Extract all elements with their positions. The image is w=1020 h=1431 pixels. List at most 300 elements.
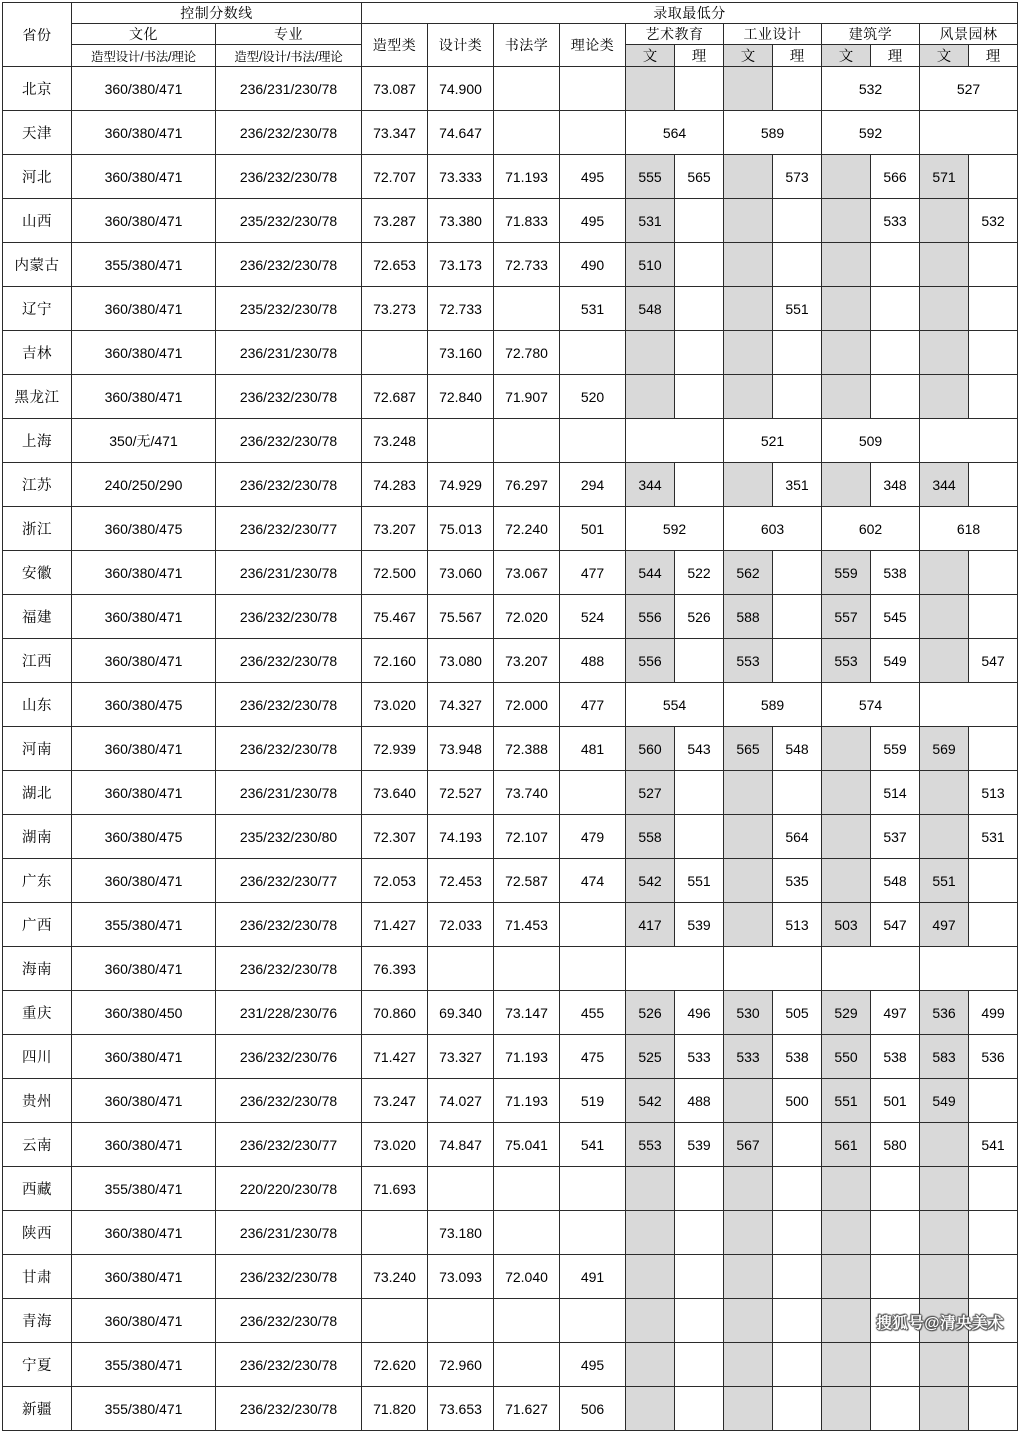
cell-lilun: 475 bbox=[560, 1035, 626, 1079]
cell-major-line: 236/232/230/78 bbox=[216, 463, 362, 507]
cell-major-line: 236/232/230/78 bbox=[216, 903, 362, 947]
cell-gongyesheji-wen bbox=[724, 199, 773, 243]
cell-gongyesheji-merged: 521 bbox=[724, 419, 822, 463]
cell-fengjingyuanlin-wen: 344 bbox=[920, 463, 969, 507]
cell-shufa: 71.193 bbox=[494, 1035, 560, 1079]
cell-jianzhuxue-li: 533 bbox=[871, 199, 920, 243]
header-row-top bbox=[3, 3, 1018, 24]
cell-shufa bbox=[494, 1211, 560, 1255]
cell-jianzhuxue-li bbox=[871, 1343, 920, 1387]
cell-gongyesheji-li bbox=[773, 243, 822, 287]
table-row bbox=[3, 331, 1018, 375]
cell-gongyesheji-li bbox=[773, 551, 822, 595]
cell-lilun: 488 bbox=[560, 639, 626, 683]
cell-yishujiaoyu-wen bbox=[626, 1255, 675, 1299]
cell-zaoxing bbox=[362, 331, 428, 375]
cell-yishujiaoyu-wen: 542 bbox=[626, 859, 675, 903]
cell-major-line: 236/232/230/78 bbox=[216, 1079, 362, 1123]
cell-yishujiaoyu-wen: 527 bbox=[626, 771, 675, 815]
table-row bbox=[3, 1211, 1018, 1255]
cell-gongyesheji-li bbox=[773, 375, 822, 419]
row-province: 西藏 bbox=[3, 1167, 72, 1211]
cell-major-line: 236/232/230/78 bbox=[216, 111, 362, 155]
cell-gongyesheji-wen bbox=[724, 1343, 773, 1387]
cell-yishujiaoyu-li bbox=[675, 1343, 724, 1387]
header-row-mid bbox=[3, 24, 1018, 45]
cell-gongyesheji-li bbox=[773, 595, 822, 639]
cell-major-line: 236/232/230/76 bbox=[216, 1035, 362, 1079]
cell-major-line: 236/232/230/78 bbox=[216, 947, 362, 991]
cell-shufa: 72.107 bbox=[494, 815, 560, 859]
cell-yishujiaoyu-wen: 556 bbox=[626, 639, 675, 683]
cell-jianzhuxue-wen bbox=[822, 727, 871, 771]
cell-fengjingyuanlin-wen bbox=[920, 1299, 969, 1343]
cell-major-line: 236/232/230/77 bbox=[216, 507, 362, 551]
cell-major-line: 236/232/230/78 bbox=[216, 1255, 362, 1299]
cell-jianzhuxue-merged: 532 bbox=[822, 67, 920, 111]
cell-zaoxing: 70.860 bbox=[362, 991, 428, 1035]
cell-jianzhuxue-li: 545 bbox=[871, 595, 920, 639]
cell-jianzhuxue-li: 548 bbox=[871, 859, 920, 903]
cell-gongyesheji-wen bbox=[724, 287, 773, 331]
cell-jianzhuxue-merged: 592 bbox=[822, 111, 920, 155]
cell-yishujiaoyu-li: 526 bbox=[675, 595, 724, 639]
cell-culture-line: 360/380/475 bbox=[72, 683, 216, 727]
cell-fengjingyuanlin-wen: 549 bbox=[920, 1079, 969, 1123]
cell-shufa bbox=[494, 111, 560, 155]
cell-major-line: 236/232/230/78 bbox=[216, 595, 362, 639]
row-province: 甘肃 bbox=[3, 1255, 72, 1299]
cell-shufa: 75.041 bbox=[494, 1123, 560, 1167]
cell-fengjingyuanlin-li: 541 bbox=[969, 1123, 1018, 1167]
cell-zaoxing: 73.087 bbox=[362, 67, 428, 111]
cell-shufa: 73.067 bbox=[494, 551, 560, 595]
cell-lilun bbox=[560, 1211, 626, 1255]
cell-culture-line: 355/380/471 bbox=[72, 1167, 216, 1211]
cell-jianzhuxue-wen bbox=[822, 1255, 871, 1299]
cell-sheji: 75.013 bbox=[428, 507, 494, 551]
cell-gongyesheji-wen bbox=[724, 1211, 773, 1255]
cell-jianzhuxue-li: 547 bbox=[871, 903, 920, 947]
cell-culture-line: 355/380/471 bbox=[72, 1387, 216, 1431]
cell-major-line: 235/232/230/80 bbox=[216, 815, 362, 859]
row-province: 上海 bbox=[3, 419, 72, 463]
cell-yishujiaoyu-wen bbox=[626, 1343, 675, 1387]
cell-fengjingyuanlin-wen bbox=[920, 1343, 969, 1387]
cell-major-line: 236/231/230/78 bbox=[216, 331, 362, 375]
cell-jianzhuxue-li: 348 bbox=[871, 463, 920, 507]
cell-yishujiaoyu-wen bbox=[626, 1211, 675, 1255]
table-row bbox=[3, 463, 1018, 507]
table-row bbox=[3, 507, 1018, 551]
cell-jianzhuxue-wen: 529 bbox=[822, 991, 871, 1035]
cell-sheji: 75.567 bbox=[428, 595, 494, 639]
cell-yishujiaoyu-wen bbox=[626, 1299, 675, 1343]
cell-fengjingyuanlin-wen bbox=[920, 1255, 969, 1299]
cell-zaoxing: 73.247 bbox=[362, 1079, 428, 1123]
cell-sheji: 72.960 bbox=[428, 1343, 494, 1387]
cell-fengjingyuanlin-li bbox=[969, 1079, 1018, 1123]
cell-yishujiaoyu-wen: 525 bbox=[626, 1035, 675, 1079]
cell-gongyesheji-merged bbox=[724, 947, 822, 991]
cell-jianzhuxue-wen bbox=[822, 287, 871, 331]
header-fengjingyuanlin-wen: 文 bbox=[920, 45, 969, 67]
cell-fengjingyuanlin-li bbox=[969, 155, 1018, 199]
cell-zaoxing: 76.393 bbox=[362, 947, 428, 991]
cell-lilun bbox=[560, 947, 626, 991]
table-row bbox=[3, 595, 1018, 639]
cell-yishujiaoyu-li bbox=[675, 243, 724, 287]
cell-culture-line: 360/380/471 bbox=[72, 1299, 216, 1343]
table-row bbox=[3, 991, 1018, 1035]
table-row bbox=[3, 67, 1018, 111]
table-row bbox=[3, 419, 1018, 463]
row-province: 吉林 bbox=[3, 331, 72, 375]
cell-fengjingyuanlin-li bbox=[969, 595, 1018, 639]
cell-gongyesheji-wen bbox=[724, 1079, 773, 1123]
cell-sheji: 73.093 bbox=[428, 1255, 494, 1299]
header-group-jianzhuxue: 建筑学 bbox=[822, 24, 920, 45]
cell-culture-line: 360/380/471 bbox=[72, 199, 216, 243]
cell-zaoxing: 72.687 bbox=[362, 375, 428, 419]
cell-jianzhuxue-wen bbox=[822, 331, 871, 375]
row-province: 青海 bbox=[3, 1299, 72, 1343]
cell-gongyesheji-li bbox=[773, 1299, 822, 1343]
cell-lilun bbox=[560, 903, 626, 947]
table-row bbox=[3, 1299, 1018, 1343]
cell-sheji: 73.333 bbox=[428, 155, 494, 199]
cell-zaoxing: 74.283 bbox=[362, 463, 428, 507]
cell-culture-line: 360/380/471 bbox=[72, 111, 216, 155]
cell-gongyesheji-li: 548 bbox=[773, 727, 822, 771]
cell-shufa bbox=[494, 1167, 560, 1211]
cell-jianzhuxue-wen: 550 bbox=[822, 1035, 871, 1079]
cell-jianzhuxue-wen bbox=[822, 771, 871, 815]
cell-zaoxing: 72.500 bbox=[362, 551, 428, 595]
cell-sheji bbox=[428, 1167, 494, 1211]
cell-yishujiaoyu-li: 488 bbox=[675, 1079, 724, 1123]
cell-gongyesheji-li bbox=[773, 67, 822, 111]
cell-major-line: 231/228/230/76 bbox=[216, 991, 362, 1035]
cell-jianzhuxue-merged: 602 bbox=[822, 507, 920, 551]
cell-yishujiaoyu-merged: 592 bbox=[626, 507, 724, 551]
cell-gongyesheji-li: 505 bbox=[773, 991, 822, 1035]
cell-fengjingyuanlin-li bbox=[969, 287, 1018, 331]
cell-fengjingyuanlin-merged: 618 bbox=[920, 507, 1018, 551]
cell-fengjingyuanlin-wen: 569 bbox=[920, 727, 969, 771]
cell-jianzhuxue-li: 559 bbox=[871, 727, 920, 771]
cell-yishujiaoyu-li bbox=[675, 1211, 724, 1255]
cell-gongyesheji-wen bbox=[724, 1167, 773, 1211]
cell-lilun: 541 bbox=[560, 1123, 626, 1167]
cell-fengjingyuanlin-li bbox=[969, 551, 1018, 595]
cell-gongyesheji-wen bbox=[724, 375, 773, 419]
cell-yishujiaoyu-li bbox=[675, 1387, 724, 1431]
cell-jianzhuxue-li: 580 bbox=[871, 1123, 920, 1167]
cell-fengjingyuanlin-merged bbox=[920, 111, 1018, 155]
cell-jianzhuxue-wen bbox=[822, 1299, 871, 1343]
cell-major-line: 236/232/230/78 bbox=[216, 727, 362, 771]
cell-zaoxing: 73.240 bbox=[362, 1255, 428, 1299]
cell-fengjingyuanlin-merged: 527 bbox=[920, 67, 1018, 111]
cell-major-line: 236/232/230/78 bbox=[216, 639, 362, 683]
table-row bbox=[3, 287, 1018, 331]
cell-sheji: 74.193 bbox=[428, 815, 494, 859]
row-province: 广东 bbox=[3, 859, 72, 903]
cell-gongyesheji-li: 538 bbox=[773, 1035, 822, 1079]
cell-fengjingyuanlin-li bbox=[969, 243, 1018, 287]
cell-culture-line: 360/380/471 bbox=[72, 1255, 216, 1299]
cell-sheji: 72.733 bbox=[428, 287, 494, 331]
header-col-shufa: 书法学 bbox=[494, 24, 560, 67]
cell-lilun: 524 bbox=[560, 595, 626, 639]
cell-gongyesheji-wen bbox=[724, 1255, 773, 1299]
table-row bbox=[3, 859, 1018, 903]
cell-major-line: 236/232/230/78 bbox=[216, 375, 362, 419]
cell-fengjingyuanlin-li bbox=[969, 463, 1018, 507]
watermark: 搜狐号@清央美术 bbox=[876, 1315, 1004, 1332]
cell-fengjingyuanlin-wen bbox=[920, 815, 969, 859]
cell-culture-line: 360/380/471 bbox=[72, 1079, 216, 1123]
cell-gongyesheji-wen: 567 bbox=[724, 1123, 773, 1167]
cell-fengjingyuanlin-wen bbox=[920, 199, 969, 243]
row-province: 海南 bbox=[3, 947, 72, 991]
cell-lilun: 477 bbox=[560, 551, 626, 595]
cell-yishujiaoyu-li: 522 bbox=[675, 551, 724, 595]
cell-culture-line: 360/380/471 bbox=[72, 551, 216, 595]
cell-gongyesheji-wen bbox=[724, 243, 773, 287]
cell-sheji: 73.060 bbox=[428, 551, 494, 595]
cell-jianzhuxue-wen bbox=[822, 1167, 871, 1211]
row-province: 贵州 bbox=[3, 1079, 72, 1123]
cell-major-line: 236/231/230/78 bbox=[216, 771, 362, 815]
cell-sheji: 73.160 bbox=[428, 331, 494, 375]
cell-fengjingyuanlin-li bbox=[969, 375, 1018, 419]
cell-culture-line: 360/380/471 bbox=[72, 287, 216, 331]
cell-lilun: 455 bbox=[560, 991, 626, 1035]
cell-culture-line: 360/380/471 bbox=[72, 859, 216, 903]
cell-zaoxing: 75.467 bbox=[362, 595, 428, 639]
cell-yishujiaoyu-wen: 553 bbox=[626, 1123, 675, 1167]
row-province: 天津 bbox=[3, 111, 72, 155]
cell-zaoxing: 72.620 bbox=[362, 1343, 428, 1387]
cell-shufa bbox=[494, 287, 560, 331]
table-row bbox=[3, 199, 1018, 243]
cell-lilun: 519 bbox=[560, 1079, 626, 1123]
cell-gongyesheji-wen bbox=[724, 859, 773, 903]
cell-yishujiaoyu-merged: 564 bbox=[626, 111, 724, 155]
row-province: 山西 bbox=[3, 199, 72, 243]
cell-jianzhuxue-wen bbox=[822, 375, 871, 419]
header-group-yishujiaoyu: 艺术教育 bbox=[626, 24, 724, 45]
cell-zaoxing: 72.160 bbox=[362, 639, 428, 683]
cell-jianzhuxue-li bbox=[871, 1255, 920, 1299]
cell-fengjingyuanlin-li bbox=[969, 1343, 1018, 1387]
cell-lilun bbox=[560, 67, 626, 111]
header-group-fengjingyuanlin: 风景园林 bbox=[920, 24, 1018, 45]
cell-major-line: 220/220/230/78 bbox=[216, 1167, 362, 1211]
cell-jianzhuxue-li bbox=[871, 331, 920, 375]
cell-culture-line: 360/380/471 bbox=[72, 1211, 216, 1255]
table-row bbox=[3, 1035, 1018, 1079]
cell-jianzhuxue-li bbox=[871, 1387, 920, 1431]
cell-gongyesheji-wen bbox=[724, 67, 773, 111]
header-culture: 文化 bbox=[72, 24, 216, 45]
cell-shufa: 71.193 bbox=[494, 1079, 560, 1123]
cell-sheji: 74.929 bbox=[428, 463, 494, 507]
cell-sheji: 73.180 bbox=[428, 1211, 494, 1255]
cell-yishujiaoyu-wen: 510 bbox=[626, 243, 675, 287]
cell-shufa: 72.388 bbox=[494, 727, 560, 771]
cell-fengjingyuanlin-li bbox=[969, 1299, 1018, 1343]
cell-yishujiaoyu-wen: 560 bbox=[626, 727, 675, 771]
cell-jianzhuxue-li bbox=[871, 1211, 920, 1255]
cell-major-line: 236/232/230/78 bbox=[216, 1387, 362, 1431]
cell-lilun bbox=[560, 1167, 626, 1211]
cell-gongyesheji-wen bbox=[724, 1387, 773, 1431]
row-province: 湖南 bbox=[3, 815, 72, 859]
cell-fengjingyuanlin-wen bbox=[920, 1387, 969, 1431]
cell-yishujiaoyu-li bbox=[675, 287, 724, 331]
row-province: 福建 bbox=[3, 595, 72, 639]
cell-culture-line: 360/380/471 bbox=[72, 771, 216, 815]
cell-gongyesheji-li bbox=[773, 199, 822, 243]
cell-zaoxing: 73.347 bbox=[362, 111, 428, 155]
cell-major-line: 236/231/230/78 bbox=[216, 67, 362, 111]
header-admit-min: 录取最低分 bbox=[362, 3, 1018, 24]
cell-gongyesheji-li: 564 bbox=[773, 815, 822, 859]
cell-gongyesheji-merged: 589 bbox=[724, 683, 822, 727]
cell-gongyesheji-li: 513 bbox=[773, 903, 822, 947]
cell-culture-line: 360/380/475 bbox=[72, 507, 216, 551]
cell-sheji: 73.080 bbox=[428, 639, 494, 683]
cell-lilun bbox=[560, 331, 626, 375]
cell-zaoxing: 72.307 bbox=[362, 815, 428, 859]
cell-yishujiaoyu-wen: 556 bbox=[626, 595, 675, 639]
cell-yishujiaoyu-wen: 558 bbox=[626, 815, 675, 859]
cell-fengjingyuanlin-wen: 536 bbox=[920, 991, 969, 1035]
cell-jianzhuxue-li: 497 bbox=[871, 991, 920, 1035]
table-body bbox=[3, 67, 1018, 1431]
cell-jianzhuxue-li: 549 bbox=[871, 639, 920, 683]
cell-lilun: 294 bbox=[560, 463, 626, 507]
cell-fengjingyuanlin-wen bbox=[920, 771, 969, 815]
cell-fengjingyuanlin-li bbox=[969, 1167, 1018, 1211]
cell-zaoxing: 71.820 bbox=[362, 1387, 428, 1431]
row-province: 河北 bbox=[3, 155, 72, 199]
cell-yishujiaoyu-li bbox=[675, 815, 724, 859]
cell-jianzhuxue-li bbox=[871, 375, 920, 419]
cell-yishujiaoyu-li bbox=[675, 67, 724, 111]
cell-lilun: 474 bbox=[560, 859, 626, 903]
cell-lilun: 490 bbox=[560, 243, 626, 287]
cell-major-line: 236/232/230/77 bbox=[216, 1123, 362, 1167]
table-header bbox=[3, 3, 1018, 67]
header-province: 省份 bbox=[3, 3, 72, 67]
cell-sheji: 72.527 bbox=[428, 771, 494, 815]
cell-gongyesheji-li: 535 bbox=[773, 859, 822, 903]
cell-gongyesheji-li bbox=[773, 1123, 822, 1167]
cell-major-line: 235/232/230/78 bbox=[216, 199, 362, 243]
row-province: 新疆 bbox=[3, 1387, 72, 1431]
cell-shufa bbox=[494, 67, 560, 111]
cell-jianzhuxue-wen: 557 bbox=[822, 595, 871, 639]
cell-fengjingyuanlin-wen: 551 bbox=[920, 859, 969, 903]
row-province: 宁夏 bbox=[3, 1343, 72, 1387]
header-gongyesheji-li: 理 bbox=[773, 45, 822, 67]
cell-culture-line: 360/380/471 bbox=[72, 947, 216, 991]
cell-gongyesheji-wen bbox=[724, 155, 773, 199]
cell-culture-line: 360/380/471 bbox=[72, 1123, 216, 1167]
cell-gongyesheji-wen bbox=[724, 1299, 773, 1343]
cell-fengjingyuanlin-wen: 497 bbox=[920, 903, 969, 947]
cell-yishujiaoyu-li: 551 bbox=[675, 859, 724, 903]
cell-yishujiaoyu-wen bbox=[626, 1387, 675, 1431]
row-province: 江苏 bbox=[3, 463, 72, 507]
cell-zaoxing: 71.693 bbox=[362, 1167, 428, 1211]
table-row bbox=[3, 1167, 1018, 1211]
cell-jianzhuxue-li: 538 bbox=[871, 1035, 920, 1079]
cell-fengjingyuanlin-li: 536 bbox=[969, 1035, 1018, 1079]
cell-fengjingyuanlin-wen bbox=[920, 551, 969, 595]
cell-shufa: 72.780 bbox=[494, 331, 560, 375]
cell-lilun: 506 bbox=[560, 1387, 626, 1431]
cell-gongyesheji-li: 573 bbox=[773, 155, 822, 199]
cell-jianzhuxue-wen: 559 bbox=[822, 551, 871, 595]
cell-fengjingyuanlin-li: 532 bbox=[969, 199, 1018, 243]
cell-lilun: 520 bbox=[560, 375, 626, 419]
cell-fengjingyuanlin-li: 513 bbox=[969, 771, 1018, 815]
header-yishujiaoyu-wen: 文 bbox=[626, 45, 675, 67]
cell-yishujiaoyu-li bbox=[675, 771, 724, 815]
row-province: 黑龙江 bbox=[3, 375, 72, 419]
cell-yishujiaoyu-wen bbox=[626, 375, 675, 419]
cell-jianzhuxue-wen: 561 bbox=[822, 1123, 871, 1167]
cell-zaoxing bbox=[362, 1211, 428, 1255]
cell-gongyesheji-li bbox=[773, 1343, 822, 1387]
cell-zaoxing: 73.020 bbox=[362, 1123, 428, 1167]
cell-jianzhuxue-li: 501 bbox=[871, 1079, 920, 1123]
cell-fengjingyuanlin-wen bbox=[920, 1123, 969, 1167]
cell-shufa: 71.193 bbox=[494, 155, 560, 199]
cell-sheji: 73.653 bbox=[428, 1387, 494, 1431]
cell-zaoxing: 71.427 bbox=[362, 903, 428, 947]
cell-fengjingyuanlin-wen bbox=[920, 375, 969, 419]
cell-lilun: 479 bbox=[560, 815, 626, 859]
cell-sheji: 73.327 bbox=[428, 1035, 494, 1079]
header-jianzhuxue-wen: 文 bbox=[822, 45, 871, 67]
cell-shufa: 71.833 bbox=[494, 199, 560, 243]
table-row bbox=[3, 111, 1018, 155]
cell-lilun: 531 bbox=[560, 287, 626, 331]
cell-lilun: 495 bbox=[560, 199, 626, 243]
cell-yishujiaoyu-wen: 544 bbox=[626, 551, 675, 595]
cell-gongyesheji-wen bbox=[724, 815, 773, 859]
cell-yishujiaoyu-wen bbox=[626, 1167, 675, 1211]
cell-yishujiaoyu-merged: 554 bbox=[626, 683, 724, 727]
row-province: 安徽 bbox=[3, 551, 72, 595]
table-row bbox=[3, 551, 1018, 595]
cell-jianzhuxue-wen: 503 bbox=[822, 903, 871, 947]
cell-fengjingyuanlin-merged bbox=[920, 419, 1018, 463]
cell-gongyesheji-li: 351 bbox=[773, 463, 822, 507]
cell-culture-line: 360/380/471 bbox=[72, 375, 216, 419]
row-province: 辽宁 bbox=[3, 287, 72, 331]
cell-zaoxing: 73.020 bbox=[362, 683, 428, 727]
cell-major-line: 236/232/230/78 bbox=[216, 243, 362, 287]
cell-lilun bbox=[560, 1299, 626, 1343]
cell-gongyesheji-wen: 533 bbox=[724, 1035, 773, 1079]
